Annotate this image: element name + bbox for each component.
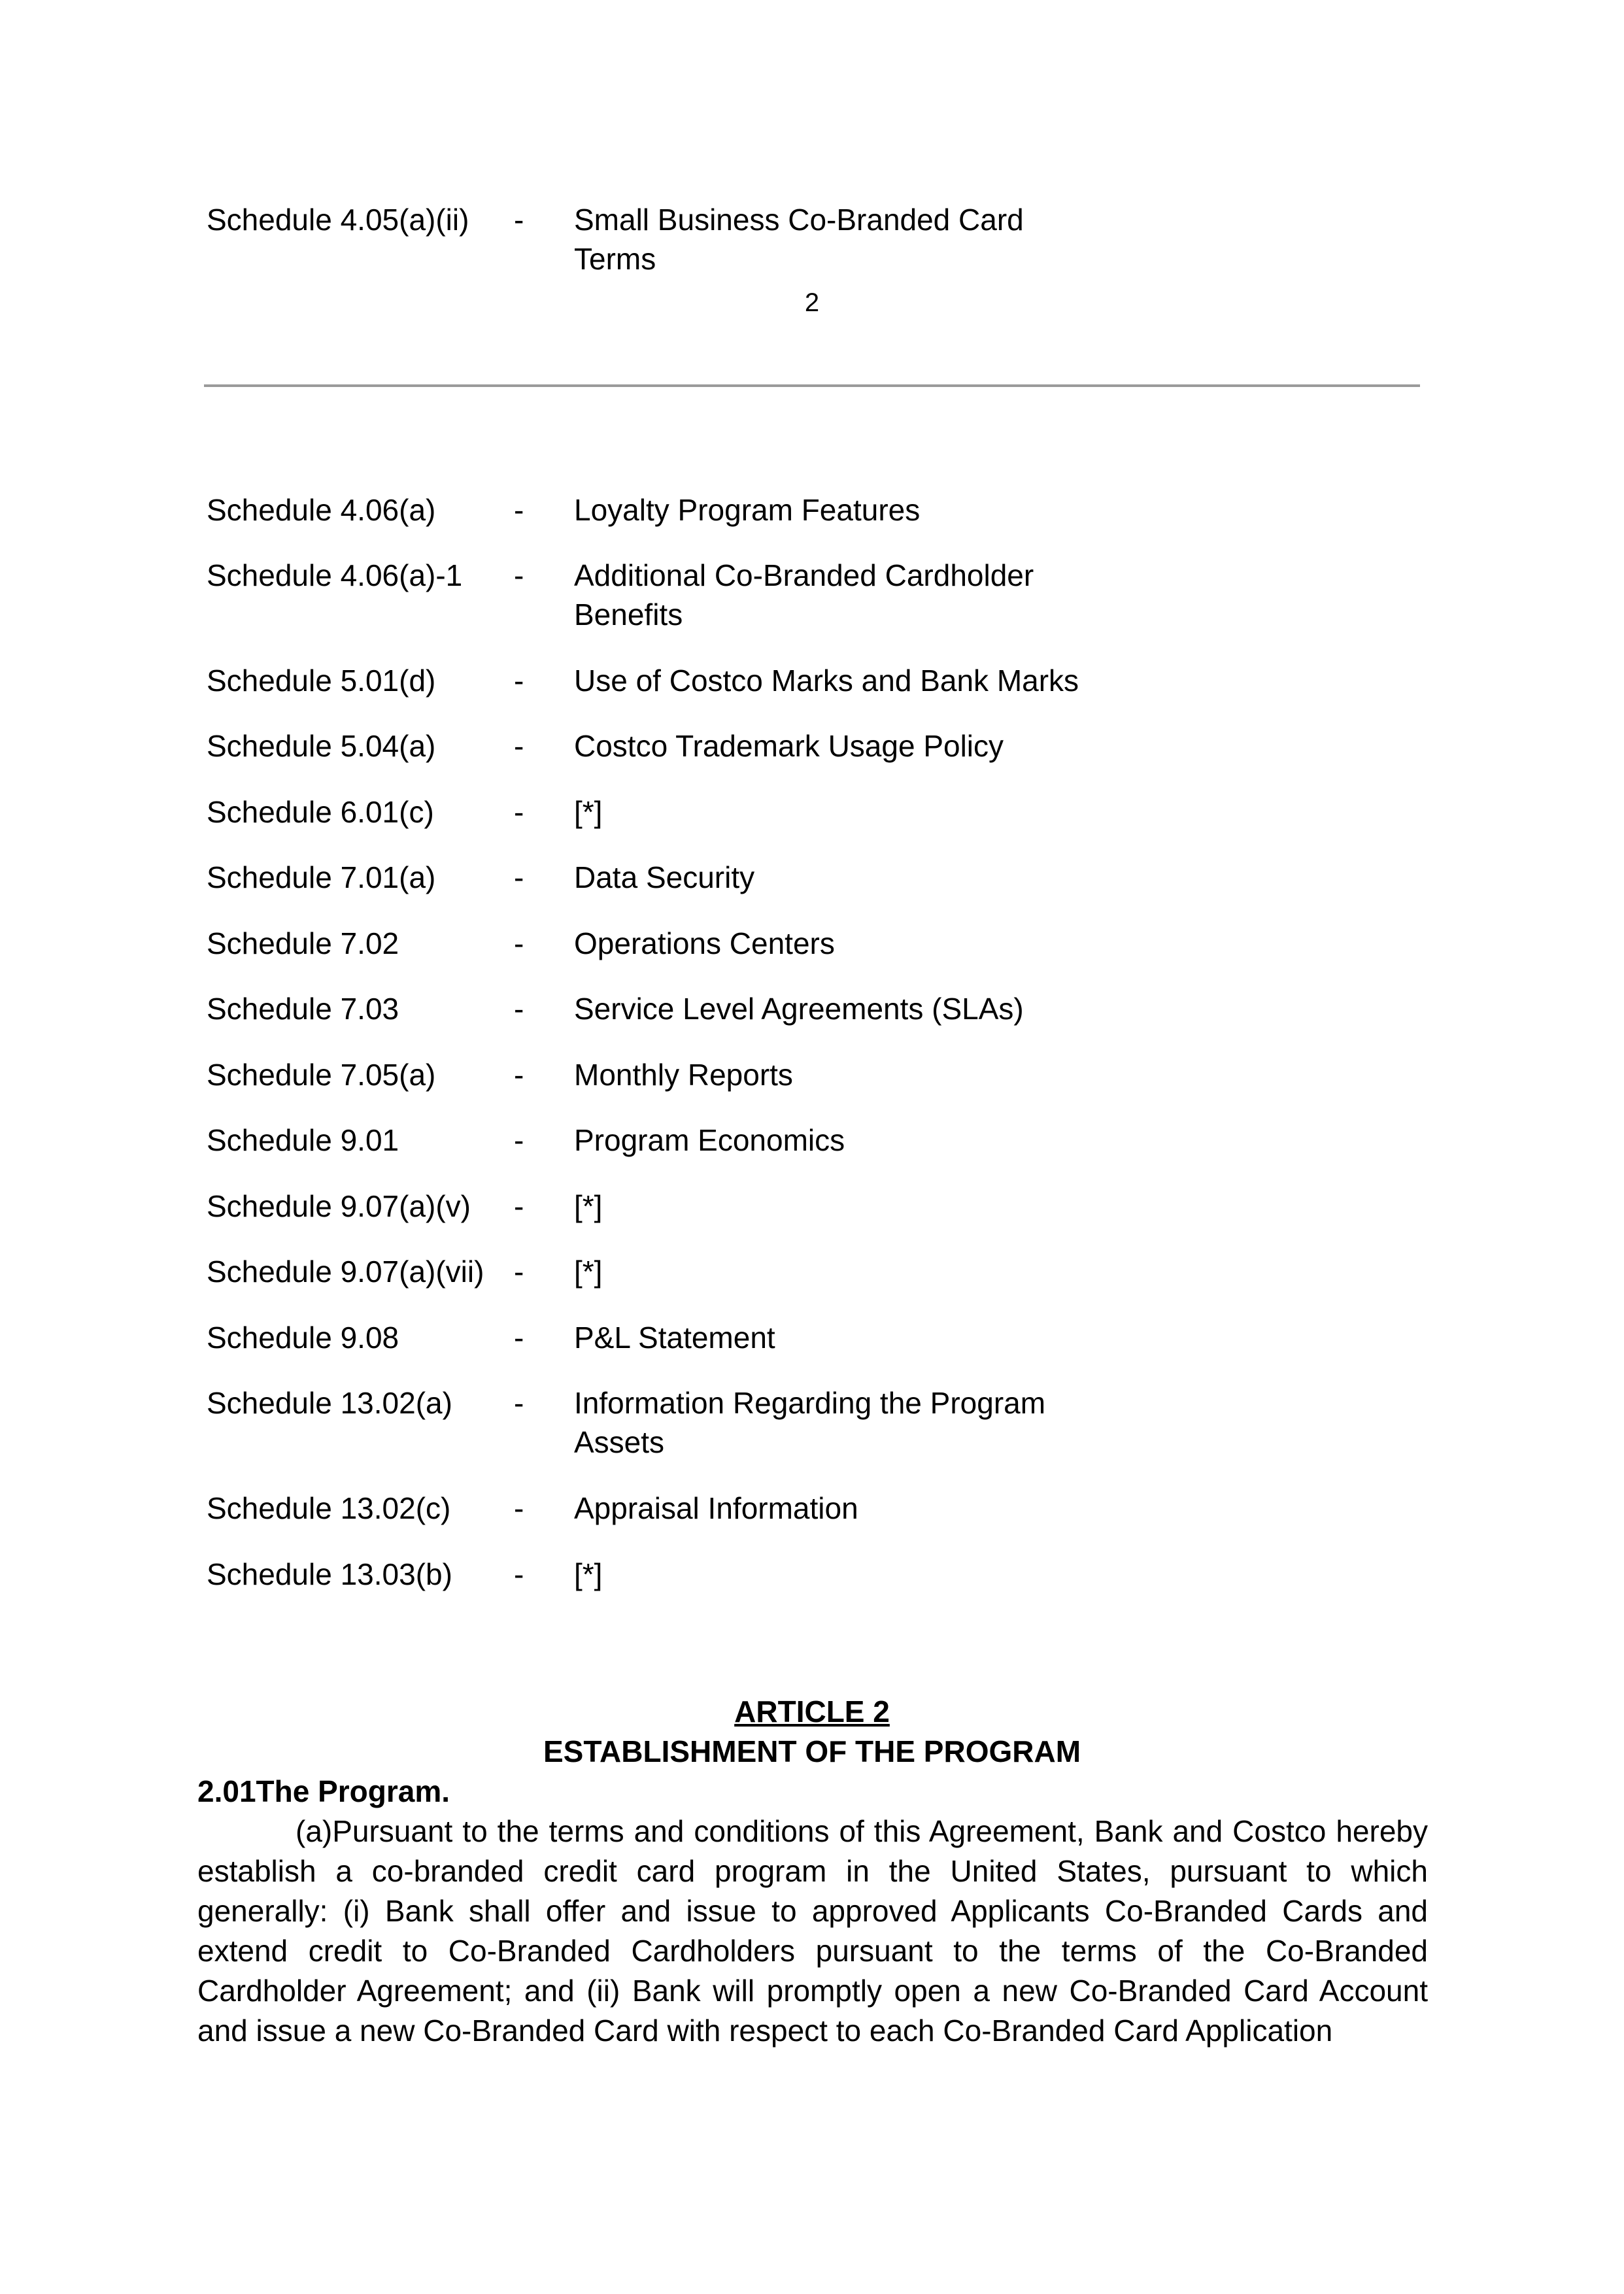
- schedule-title: Service Level Agreements (SLAs): [574, 992, 1024, 1026]
- schedule-code: Schedule 9.07(a)(v): [207, 1189, 471, 1223]
- schedule-dash: -: [514, 203, 524, 237]
- section-heading: 2.01The Program.: [197, 1774, 450, 1808]
- page-number: 2: [804, 288, 820, 317]
- schedule-code: Schedule 5.01(d): [207, 664, 436, 698]
- schedule-title: Loyalty Program Features: [574, 493, 921, 527]
- schedule-dash: -: [514, 992, 524, 1026]
- schedule-title: P&L Statement: [574, 1321, 775, 1355]
- schedule-code: Schedule 5.04(a): [207, 729, 436, 763]
- schedule-dash: -: [514, 926, 524, 960]
- schedule-dash: -: [514, 558, 524, 592]
- schedule-title: Data Security: [574, 860, 755, 894]
- schedule-dash: -: [514, 860, 524, 894]
- schedule-dash: -: [514, 1123, 524, 1157]
- schedule-code: Schedule 9.01: [207, 1123, 399, 1157]
- schedule-title: Monthly Reports: [574, 1058, 793, 1092]
- schedule-dash: -: [514, 493, 524, 527]
- schedule-code: Schedule 13.02(c): [207, 1491, 451, 1525]
- schedule-code: Schedule 7.03: [207, 992, 399, 1026]
- schedule-code: Schedule 9.08: [207, 1321, 399, 1355]
- schedule-code: Schedule 4.06(a): [207, 493, 436, 527]
- schedule-code: Schedule 4.05(a)(ii): [207, 203, 469, 237]
- schedule-title: Program Economics: [574, 1123, 845, 1157]
- schedule-dash: -: [514, 1189, 524, 1223]
- schedule-code: Schedule 13.02(a): [207, 1386, 452, 1420]
- schedule-dash: -: [514, 1321, 524, 1355]
- schedule-dash: -: [514, 729, 524, 763]
- schedule-dash: -: [514, 1557, 524, 1591]
- schedule-title: [*]: [574, 1255, 603, 1289]
- article-subheading: ESTABLISHMENT OF THE PROGRAM: [543, 1734, 1081, 1768]
- schedule-code: Schedule 7.01(a): [207, 860, 436, 894]
- schedule-title: Use of Costco Marks and Bank Marks: [574, 664, 1079, 698]
- body-paragraph: (a)Pursuant to the terms and conditions of this Agreement, Bank and Costco hereby establish a co-branded credit card program in the United States, pursuant to which generally: (i) Bank shall offer and issue to approved Applicants Co-Branded Cards and extend credit to Co-Branded Cardholders pursuant to the terms of the Co-Branded Cardholder Agreement; and (ii) Bank will promptly open a new Co-Branded Card Account and issue a new Co-Branded Card with respect to each Co-Branded Card Application: [197, 1814, 1428, 2048]
- schedule-dash: -: [514, 1491, 524, 1525]
- schedule-title: Appraisal Information: [574, 1491, 858, 1525]
- schedule-code: Schedule 4.06(a)-1: [207, 558, 463, 592]
- schedule-dash: -: [514, 795, 524, 829]
- schedule-dash: -: [514, 664, 524, 698]
- schedule-code: Schedule 9.07(a)(vii): [207, 1255, 484, 1289]
- schedule-code: Schedule 6.01(c): [207, 795, 434, 829]
- schedule-title: Small Business Co-Branded Card Terms: [574, 203, 1024, 276]
- article-heading: ARTICLE 2: [734, 1695, 890, 1729]
- schedule-title: [*]: [574, 795, 603, 829]
- schedule-dash: -: [514, 1386, 524, 1420]
- schedule-title: Information Regarding the Program Assets: [574, 1386, 1046, 1459]
- schedule-code: Schedule 7.02: [207, 926, 399, 960]
- schedule-dash: -: [514, 1058, 524, 1092]
- page-divider: [204, 384, 1420, 387]
- schedule-title: [*]: [574, 1189, 603, 1223]
- schedule-title: Additional Co-Branded Cardholder Benefits: [574, 558, 1034, 632]
- schedule-title: Costco Trademark Usage Policy: [574, 729, 1004, 763]
- schedule-title: [*]: [574, 1557, 603, 1591]
- schedule-code: Schedule 7.05(a): [207, 1058, 436, 1092]
- schedule-code: Schedule 13.03(b): [207, 1557, 452, 1591]
- schedule-title: Operations Centers: [574, 926, 835, 960]
- schedule-dash: -: [514, 1255, 524, 1289]
